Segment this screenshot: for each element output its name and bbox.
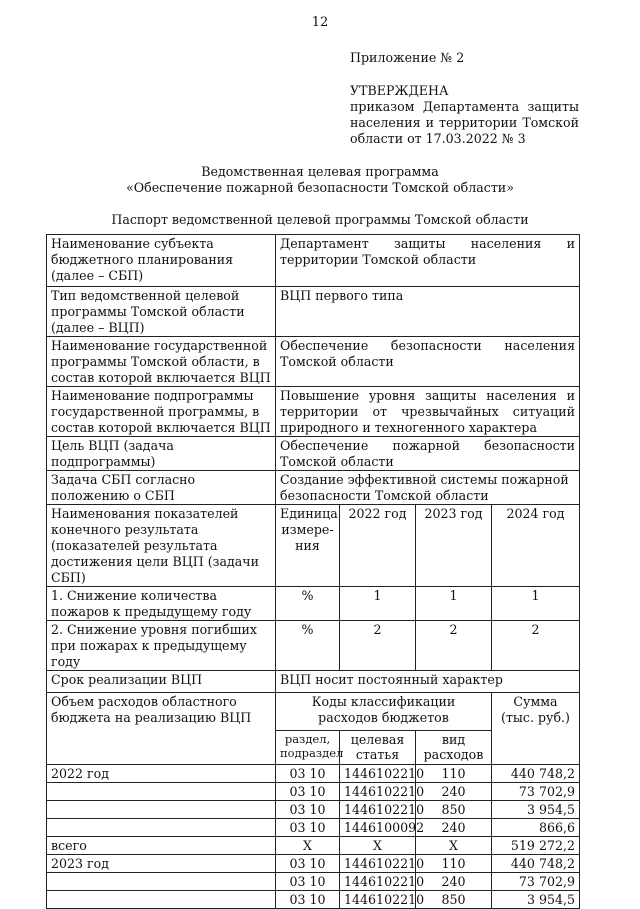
indicator-name: 1. Снижение количества пожаров к предыдущему году <box>47 587 276 621</box>
budget-target: 1446100092 <box>340 819 416 837</box>
budget-total-label: всего <box>47 837 276 855</box>
expenses-label: Объем расходов областного бюджета на реализацию ВЦП <box>47 693 276 765</box>
table-row <box>47 783 580 801</box>
sbp-value: Департамент защиты населения и территории Томской области <box>276 235 580 287</box>
approved-label: УТВЕРЖДЕНА <box>350 83 449 98</box>
budget-sum: 3 954,5 <box>492 891 580 909</box>
budget-target: 1446102210 <box>340 783 416 801</box>
budget-target: 1446102210 <box>340 855 416 873</box>
codes-header: Коды классификации расходов бюджетов <box>276 693 492 731</box>
indicator-unit: % <box>276 587 340 621</box>
budget-section: 03 10 <box>276 765 340 783</box>
budget-kind: 850 <box>416 891 492 909</box>
table-row <box>47 801 580 819</box>
budget-year-label <box>47 783 276 801</box>
year-2023-header: 2023 год <box>416 505 492 587</box>
table-row <box>47 235 580 287</box>
budget-section: Х <box>276 837 340 855</box>
decree-line-2: населения и территории Томской <box>350 115 579 130</box>
sbp-label: Наименование субъекта бюджетного планирования (далее – СБП) <box>47 235 276 287</box>
table-row <box>47 873 580 891</box>
unit-header: Единица измере-ния <box>276 505 340 587</box>
type-label: Тип ведомственной целевой программы Томской области (далее – ВЦП) <box>47 287 276 337</box>
indicator-value-2023: 2 <box>416 621 492 671</box>
decree-text <box>350 99 579 147</box>
indicator-value-2024: 2 <box>492 621 580 671</box>
table-row <box>47 819 580 837</box>
budget-sum: 519 272,2 <box>492 837 580 855</box>
page-number: 12 <box>311 15 329 30</box>
indicator-value-2024: 1 <box>492 587 580 621</box>
budget-sum: 440 748,2 <box>492 855 580 873</box>
budget-target: 1446102210 <box>340 891 416 909</box>
table-row <box>47 387 580 437</box>
budget-kind: 110 <box>416 855 492 873</box>
passport-table <box>46 234 580 909</box>
goal-label: Цель ВЦП (задача подпрограммы) <box>47 437 276 471</box>
budget-kind: 240 <box>416 819 492 837</box>
budget-sum: 73 702,9 <box>492 873 580 891</box>
budget-kind: Х <box>416 837 492 855</box>
budget-kind: 110 <box>416 765 492 783</box>
indicator-unit: % <box>276 621 340 671</box>
budget-year-label: 2023 год <box>47 855 276 873</box>
indicator-value-2022: 2 <box>340 621 416 671</box>
budget-section: 03 10 <box>276 819 340 837</box>
budget-sum: 440 748,2 <box>492 765 580 783</box>
program-title-line-2: «Обеспечение пожарной безопасности Томской области» <box>126 180 514 195</box>
program-title <box>0 164 640 196</box>
budget-year-label <box>47 891 276 909</box>
table-row <box>47 855 580 873</box>
table-row <box>47 837 580 855</box>
table-row <box>47 891 580 909</box>
appendix-label: Приложение № 2 <box>350 50 465 65</box>
indicators-label: Наименования показателей конечного результата (показателей результата достижения цели ВЦП (задачи СБП) <box>47 505 276 587</box>
task-label: Задача СБП согласно положению о СБП <box>47 471 276 505</box>
kind-header: вид расходов <box>416 731 492 765</box>
indicator-value-2023: 1 <box>416 587 492 621</box>
budget-target: Х <box>340 837 416 855</box>
budget-sum: 3 954,5 <box>492 801 580 819</box>
table-row <box>47 693 580 731</box>
table-row <box>47 621 580 671</box>
decree-line-1: приказом Департамента защиты <box>350 99 579 114</box>
year-2024-header: 2024 год <box>492 505 580 587</box>
table-row <box>47 437 580 471</box>
gp-label: Наименование государственной программы Томской области, в состав которой включается ВЦП <box>47 337 276 387</box>
program-title-line-1: Ведомственная целевая программа <box>201 164 439 179</box>
budget-section: 03 10 <box>276 801 340 819</box>
gp-value: Обеспечение безопасности населения Томской области <box>276 337 580 387</box>
budget-section: 03 10 <box>276 873 340 891</box>
target-header: целевая статья <box>340 731 416 765</box>
budget-kind: 850 <box>416 801 492 819</box>
budget-sum: 866,6 <box>492 819 580 837</box>
budget-year-label: 2022 год <box>47 765 276 783</box>
passport-title: Паспорт ведомственной целевой программы Томской области <box>111 212 529 227</box>
budget-kind: 240 <box>416 783 492 801</box>
budget-target: 1446102210 <box>340 801 416 819</box>
term-label: Срок реализации ВЦП <box>47 671 276 693</box>
budget-section: 03 10 <box>276 783 340 801</box>
table-row <box>47 287 580 337</box>
table-row <box>47 505 580 587</box>
table-row <box>47 337 580 387</box>
type-value: ВЦП первого типа <box>276 287 580 337</box>
table-row <box>47 471 580 505</box>
budget-year-label <box>47 873 276 891</box>
budget-section: 03 10 <box>276 891 340 909</box>
task-value: Создание эффективной системы пожарной безопасности Томской области <box>276 471 580 505</box>
budget-target: 1446102210 <box>340 765 416 783</box>
budget-section: 03 10 <box>276 855 340 873</box>
year-2022-header: 2022 год <box>340 505 416 587</box>
subprog-label: Наименование подпрограммы государственной программы, в состав которой включается ВЦП <box>47 387 276 437</box>
budget-sum: 73 702,9 <box>492 783 580 801</box>
table-row <box>47 765 580 783</box>
budget-kind: 240 <box>416 873 492 891</box>
section-header: раздел, подраздел <box>276 731 340 765</box>
budget-target: 1446102210 <box>340 873 416 891</box>
subprog-value: Повышение уровня защиты населения и территории от чрезвычайных ситуаций природного и техногенного характера <box>276 387 580 437</box>
term-value: ВЦП носит постоянный характер <box>276 671 580 693</box>
indicator-name: 2. Снижение уровня погибших при пожарах к предыдущему году <box>47 621 276 671</box>
budget-year-label <box>47 819 276 837</box>
sum-header: Сумма (тыс. руб.) <box>492 693 580 765</box>
budget-year-label <box>47 801 276 819</box>
indicator-value-2022: 1 <box>340 587 416 621</box>
decree-line-3: области от 17.03.2022 № 3 <box>350 131 526 146</box>
table-row <box>47 587 580 621</box>
table-row <box>47 671 580 693</box>
goal-value: Обеспечение пожарной безопасности Томской области <box>276 437 580 471</box>
